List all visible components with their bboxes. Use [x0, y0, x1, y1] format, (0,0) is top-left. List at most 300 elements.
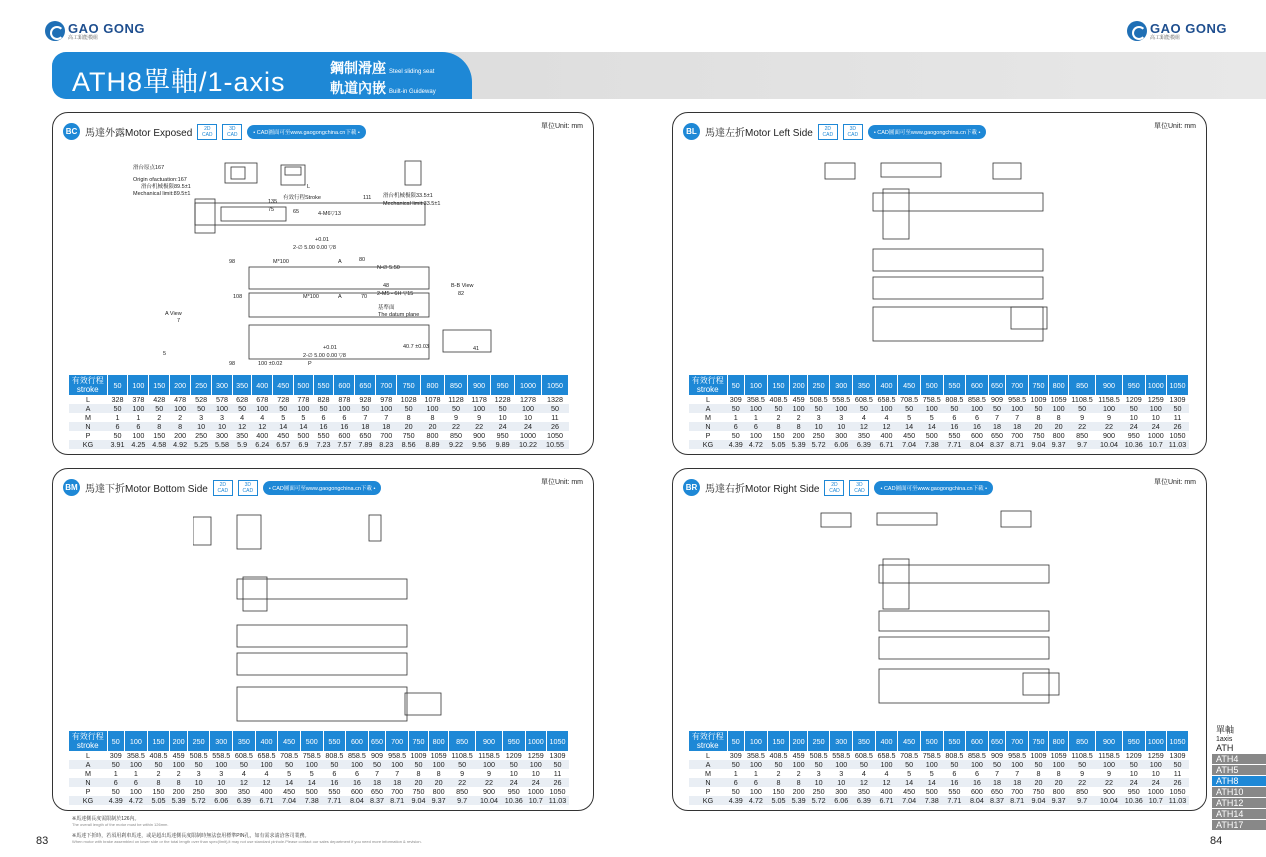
- stroke-col: 250: [191, 375, 212, 395]
- stroke-col: 300: [210, 731, 233, 751]
- dim-82: 82: [458, 291, 465, 297]
- stroke-col: 950: [503, 731, 526, 751]
- table-row: [689, 796, 1189, 805]
- cad-2d-button[interactable]: 2D CAD: [213, 480, 233, 496]
- sidebar-item-ath10[interactable]: ATH10: [1212, 787, 1266, 797]
- table-cell: 24: [1145, 778, 1166, 787]
- table-cell: 7: [988, 413, 1006, 422]
- dim-135: 135: [268, 199, 278, 205]
- table-cell: 4: [255, 769, 278, 778]
- table-cell: 10: [807, 422, 830, 431]
- table-cell: 50: [807, 760, 830, 769]
- table-cell: 50: [943, 404, 966, 413]
- table-cell: 508.5: [807, 751, 830, 760]
- table-cell: 1108.5: [1069, 395, 1096, 404]
- table-cell: 20: [1028, 778, 1048, 787]
- panel-title: 馬達下折Motor Bottom Side: [85, 484, 208, 495]
- table-cell: 8: [790, 422, 808, 431]
- table-row: [69, 413, 569, 422]
- dim-l: L: [307, 184, 311, 190]
- note-1-en: The overall length of the motor must be within 126mm.: [72, 822, 169, 827]
- dim-m6: 4-M6▽13: [318, 211, 341, 217]
- table-cell: 12: [853, 778, 876, 787]
- table-cell: 250: [807, 431, 830, 440]
- table-cell: 4.72: [745, 440, 768, 449]
- sidebar-item-ath14[interactable]: ATH14: [1212, 809, 1266, 819]
- table-cell: 450: [898, 787, 921, 796]
- table-cell: 850: [444, 431, 467, 440]
- table-cell: 1158.5: [1096, 395, 1123, 404]
- table-cell: 10.36: [1123, 440, 1146, 449]
- table-cell: 6: [966, 413, 989, 422]
- table-cell: 3: [210, 769, 233, 778]
- table-cell: 7.04: [898, 440, 921, 449]
- table-cell: 16: [943, 778, 966, 787]
- table-cell: 528: [191, 395, 212, 404]
- table-cell: 309: [727, 395, 745, 404]
- cad-download-link[interactable]: • CAD圖面可至www.gaogongchina.cn下載 •: [868, 125, 987, 139]
- table-cell: 5.72: [807, 796, 830, 805]
- cad-download-link[interactable]: • CAD圖面可至www.gaogongchina.cn下載 •: [247, 125, 366, 139]
- technical-drawing-bl: [813, 157, 1093, 367]
- right-mech-en-label: Mechanical limit:33.5±1: [383, 201, 441, 207]
- table-cell: 3: [830, 413, 853, 422]
- stroke-col: 150: [767, 731, 790, 751]
- stroke-col: 500: [920, 731, 943, 751]
- row-label: A: [69, 760, 107, 769]
- table-cell: 4: [252, 413, 273, 422]
- table-cell: 2: [170, 413, 191, 422]
- table-cell: 1000: [1145, 787, 1166, 796]
- table-cell: 10: [491, 413, 515, 422]
- table-cell: 450: [278, 787, 301, 796]
- stroke-col: 550: [943, 731, 966, 751]
- table-cell: 900: [476, 787, 503, 796]
- table-cell: 11: [1166, 769, 1188, 778]
- table-cell: 100: [212, 404, 233, 413]
- table-cell: 4.92: [170, 440, 191, 449]
- table-cell: 10.04: [1096, 440, 1123, 449]
- table-cell: 24: [525, 778, 546, 787]
- table-cell: 150: [767, 431, 790, 440]
- table-cell: 7: [1006, 769, 1029, 778]
- table-cell: 50: [898, 760, 921, 769]
- table-cell: 2: [170, 769, 188, 778]
- table-cell: 8: [149, 422, 170, 431]
- datum-label: The datum plane: [378, 312, 420, 318]
- stroke-col: 950: [1123, 375, 1146, 395]
- stroke-col: 50: [727, 731, 745, 751]
- table-cell: 100: [468, 404, 491, 413]
- table-cell: 650: [988, 431, 1006, 440]
- sidebar-item-ath4[interactable]: ATH4: [1212, 754, 1266, 764]
- table-cell: 1259: [525, 751, 546, 760]
- table-cell: 400: [255, 787, 278, 796]
- sidebar-item-ath17[interactable]: ATH17: [1212, 820, 1266, 830]
- table-cell: 1078: [421, 395, 445, 404]
- panel-bl: [672, 112, 1207, 455]
- table-cell: 700: [386, 787, 409, 796]
- table-cell: 9.04: [408, 796, 428, 805]
- unit-label: 單位Unit: mm: [1154, 479, 1196, 486]
- note-2: ※馬達下折時，若須用剎車馬達，或是超出馬達側長度限制時無法套用標準PIN孔，如有需求請洽客司業務。: [72, 833, 310, 839]
- table-cell: 7.04: [278, 796, 301, 805]
- table-cell: 350: [853, 787, 876, 796]
- table-cell: 309: [727, 751, 745, 760]
- table-cell: 6: [943, 769, 966, 778]
- table-cell: 10.04: [1096, 796, 1123, 805]
- table-cell: 5: [920, 769, 943, 778]
- page-title: ATH8單軸/1-axis: [72, 67, 286, 97]
- table-cell: 9: [1096, 413, 1123, 422]
- table-cell: 8: [397, 413, 421, 422]
- table-cell: 6: [727, 422, 745, 431]
- table-cell: 5: [294, 413, 313, 422]
- table-cell: 4: [233, 769, 256, 778]
- table-cell: 958.5: [1006, 395, 1029, 404]
- row-label: N: [69, 422, 107, 431]
- stroke-col: 1050: [546, 731, 568, 751]
- table-cell: 9: [444, 413, 467, 422]
- table-cell: 459: [170, 751, 188, 760]
- table-cell: 6: [745, 778, 768, 787]
- sidebar-item-ath8[interactable]: ATH8: [1212, 776, 1266, 786]
- stroke-col: 750: [397, 375, 421, 395]
- table-cell: 100: [745, 787, 768, 796]
- table-cell: 2: [149, 413, 170, 422]
- table-cell: 1059: [1049, 751, 1069, 760]
- table-cell: 20: [429, 778, 449, 787]
- table-cell: 878: [334, 395, 355, 404]
- table-cell: 8.37: [990, 440, 1005, 449]
- table-cell: 4.58: [149, 440, 170, 449]
- stroke-col: 750: [1028, 731, 1048, 751]
- stroke-col: 400: [252, 375, 273, 395]
- table-cell: 450: [898, 431, 921, 440]
- cad-download-link[interactable]: • CAD圖面可至www.gaogongchina.cn下載 •: [263, 481, 382, 495]
- table-cell: 16: [334, 422, 355, 431]
- panel-title: 馬達外露Motor Exposed: [85, 128, 193, 139]
- table-cell: 9.37: [1049, 796, 1069, 805]
- table-cell: 5: [300, 769, 323, 778]
- table-cell: 26: [1166, 422, 1188, 431]
- panel-bc: [52, 112, 594, 455]
- table-cell: 358.5: [745, 395, 768, 404]
- table-cell: 8: [147, 778, 170, 787]
- stroke-col: 650: [988, 731, 1006, 751]
- table-cell: 50: [546, 760, 568, 769]
- table-cell: 9: [1069, 769, 1096, 778]
- table-cell: 24: [1123, 778, 1146, 787]
- table-cell: 1: [745, 413, 768, 422]
- row-label: L: [689, 751, 727, 760]
- gao-gong-logo-icon: [1127, 21, 1147, 41]
- table-cell: 1309: [1166, 751, 1188, 760]
- table-cell: 9: [468, 413, 491, 422]
- table-cell: 11.03: [1166, 796, 1188, 805]
- row-label: A: [689, 404, 727, 413]
- table-cell: 50: [1028, 760, 1048, 769]
- stroke-col: 500: [300, 731, 323, 751]
- sidebar-item-ath5[interactable]: ATH5: [1212, 765, 1266, 775]
- table-cell: 1278: [515, 395, 542, 404]
- table-cell: 7: [376, 413, 397, 422]
- table-cell: 100: [294, 404, 313, 413]
- table-cell: 1000: [1145, 431, 1166, 440]
- cad-2d-button[interactable]: 2D CAD: [197, 124, 217, 140]
- table-cell: 24: [1145, 422, 1166, 431]
- table-cell: 10: [830, 422, 853, 431]
- table-cell: 14: [273, 422, 294, 431]
- stroke-col: 350: [232, 375, 251, 395]
- stroke-col: 850: [1069, 731, 1096, 751]
- table-cell: 858.5: [966, 751, 989, 760]
- table-cell: 100: [476, 760, 503, 769]
- table-cell: 14: [920, 778, 943, 787]
- cad-2d-button[interactable]: 2D CAD: [824, 480, 844, 496]
- table-row: [69, 395, 569, 404]
- table-row: [69, 440, 569, 449]
- table-cell: 100: [1145, 760, 1166, 769]
- table-cell: 6: [943, 413, 966, 422]
- table-cell: 10.04: [476, 796, 503, 805]
- stroke-col: 700: [1006, 375, 1029, 395]
- table-cell: 6.39: [853, 440, 876, 449]
- table-row: [689, 751, 1189, 760]
- table-row: [689, 395, 1189, 404]
- stroke-col: 150: [147, 731, 170, 751]
- gao-gong-logo-icon: [45, 21, 65, 41]
- table-cell: 10.22: [515, 440, 542, 449]
- table-cell: 1328: [541, 395, 568, 404]
- unit-label: 單位Unit: mm: [1154, 123, 1196, 130]
- table-cell: 300: [830, 787, 853, 796]
- stroke-col: 800: [421, 375, 445, 395]
- table-cell: 22: [1096, 778, 1123, 787]
- note-1: ※馬達側長度需限制於126內。: [72, 816, 140, 822]
- row-label: P: [689, 787, 727, 796]
- cad-3d-button[interactable]: 3D CAD: [843, 124, 863, 140]
- table-cell: 18: [376, 422, 397, 431]
- table-cell: 18: [368, 778, 386, 787]
- row-label: P: [689, 431, 727, 440]
- table-cell: 7.71: [943, 796, 966, 805]
- table-cell: 350: [853, 431, 876, 440]
- table-cell: 250: [187, 787, 210, 796]
- table-cell: 500: [920, 787, 943, 796]
- table-cell: 22: [1069, 778, 1096, 787]
- table-cell: 608.5: [233, 751, 256, 760]
- table-cell: 1009: [1028, 751, 1048, 760]
- table-cell: 50: [767, 760, 790, 769]
- table-cell: 1: [128, 413, 149, 422]
- table-cell: 6.71: [875, 440, 898, 449]
- table-cell: 9: [449, 769, 476, 778]
- table-cell: 12: [875, 422, 898, 431]
- table-cell: 100: [830, 760, 853, 769]
- table-cell: 5: [278, 769, 301, 778]
- table-cell: 4: [875, 769, 898, 778]
- row-label: A: [689, 760, 727, 769]
- table-row: [69, 760, 569, 769]
- table-cell: 1228: [491, 395, 515, 404]
- cad-3d-button[interactable]: 3D CAD: [849, 480, 869, 496]
- table-cell: 758.5: [300, 751, 323, 760]
- table-cell: 4: [875, 413, 898, 422]
- stroke-col: 100: [125, 731, 148, 751]
- table-cell: 6.71: [875, 796, 898, 805]
- table-cell: 150: [767, 787, 790, 796]
- table-cell: 100: [334, 404, 355, 413]
- table-cell: 10: [191, 422, 212, 431]
- table-row: [69, 787, 569, 796]
- table-cell: 9: [1096, 769, 1123, 778]
- table-cell: 7.71: [943, 440, 966, 449]
- row-label: M: [69, 769, 107, 778]
- table-cell: 18: [355, 422, 376, 431]
- row-label: P: [69, 431, 107, 440]
- cad-3d-button[interactable]: 3D CAD: [222, 124, 242, 140]
- technical-drawing-br: [813, 509, 1093, 719]
- table-cell: 5: [898, 769, 921, 778]
- table-cell: 16: [943, 422, 966, 431]
- table-cell: 5.25: [191, 440, 212, 449]
- panel-badge: BL: [683, 123, 700, 140]
- table-cell: 8: [1028, 413, 1048, 422]
- dim-m100-2: M*100: [303, 294, 319, 300]
- table-cell: 1009: [408, 751, 428, 760]
- table-cell: 6: [966, 769, 989, 778]
- table-cell: 100: [421, 404, 445, 413]
- dim-n: N-∅ 5.50: [377, 265, 400, 271]
- cad-3d-button[interactable]: 3D CAD: [238, 480, 258, 496]
- table-cell: 6.06: [830, 440, 853, 449]
- table-cell: 600: [966, 431, 989, 440]
- table-cell: 100: [125, 760, 148, 769]
- table-cell: 14: [898, 422, 921, 431]
- table-cell: 22: [1096, 422, 1123, 431]
- table-cell: 7.38: [300, 796, 323, 805]
- dim-48: 48: [383, 283, 390, 289]
- table-cell: 20: [1028, 422, 1048, 431]
- stroke-col: 550: [313, 375, 334, 395]
- dim-65: 65: [293, 209, 300, 215]
- right-mech-label: 滑台机械极限33.5±1: [383, 193, 433, 199]
- dim-a-2: A: [338, 294, 342, 300]
- table-cell: 12: [875, 778, 898, 787]
- table-cell: 1050: [546, 787, 568, 796]
- table-cell: 20: [421, 422, 445, 431]
- table-cell: 12: [232, 422, 251, 431]
- table-cell: 8: [170, 778, 188, 787]
- table-cell: 2: [790, 413, 808, 422]
- table-cell: 10: [807, 778, 830, 787]
- table-cell: 50: [191, 404, 212, 413]
- table-cell: 5.72: [187, 796, 210, 805]
- table-cell: 978: [376, 395, 397, 404]
- table-cell: 1259: [1145, 395, 1166, 404]
- table-cell: 650: [988, 787, 1006, 796]
- table-cell: 20: [1049, 778, 1069, 787]
- dim-100: 100 ±0.02: [258, 361, 283, 365]
- cad-2d-button[interactable]: 2D CAD: [818, 124, 838, 140]
- table-cell: 50: [408, 760, 428, 769]
- dim-hole: 2-∅ 5.00 0.00 ▽8: [293, 245, 336, 251]
- table-cell: 50: [449, 760, 476, 769]
- table-cell: 250: [807, 787, 830, 796]
- table-cell: 22: [468, 422, 491, 431]
- row-label: L: [69, 395, 107, 404]
- table-cell: 50: [541, 404, 568, 413]
- table-cell: 5.05: [767, 440, 790, 449]
- dim-98: 98: [229, 259, 236, 265]
- table-cell: 7: [1006, 413, 1029, 422]
- table-cell: 5.05: [147, 796, 170, 805]
- stroke-col: 850: [444, 375, 467, 395]
- table-cell: 10: [503, 769, 526, 778]
- cad-download-link[interactable]: • CAD圖面可至www.gaogongchina.cn下載 •: [874, 481, 993, 495]
- table-cell: 22: [444, 422, 467, 431]
- table-cell: 459: [790, 751, 808, 760]
- table-cell: 7.38: [920, 440, 943, 449]
- sidebar-label-en2: ATH: [1216, 743, 1234, 753]
- table-cell: 250: [191, 431, 212, 440]
- table-cell: 24: [491, 422, 515, 431]
- table-cell: 14: [898, 778, 921, 787]
- sidebar-item-ath12[interactable]: ATH12: [1212, 798, 1266, 808]
- stroke-col: 400: [255, 731, 278, 751]
- table-cell: 50: [368, 760, 386, 769]
- stroke-col: 800: [1049, 731, 1069, 751]
- stroke-col: 700: [376, 375, 397, 395]
- table-cell: 100: [128, 404, 149, 413]
- table-row: [69, 751, 569, 760]
- table-cell: 950: [1123, 787, 1146, 796]
- table-cell: 8.37: [370, 796, 385, 805]
- table-cell: 4.39: [728, 440, 743, 449]
- table-cell: 5.39: [791, 796, 806, 805]
- spec-table-bm: [69, 731, 569, 805]
- stroke-col: 600: [346, 731, 369, 751]
- table-cell: 16: [966, 422, 989, 431]
- table-cell: 658.5: [255, 751, 278, 760]
- table-cell: 24: [1123, 422, 1146, 431]
- table-cell: 750: [1028, 787, 1048, 796]
- stroke-col: 200: [170, 731, 188, 751]
- table-cell: 8: [421, 413, 445, 422]
- table-cell: 628: [232, 395, 251, 404]
- table-cell: 100: [830, 404, 853, 413]
- table-cell: 9.7: [1069, 440, 1096, 449]
- table-cell: 100: [745, 404, 768, 413]
- table-cell: 958.5: [1006, 751, 1029, 760]
- table-cell: 828: [313, 395, 334, 404]
- table-cell: 14: [920, 422, 943, 431]
- table-cell: 50: [313, 404, 334, 413]
- table-cell: 1059: [1049, 395, 1069, 404]
- table-cell: 1059: [429, 751, 449, 760]
- table-cell: 100: [376, 404, 397, 413]
- table-cell: 608.5: [853, 395, 876, 404]
- subtitle-guideway: 軌道內嵌 Built-in Guideway: [330, 80, 436, 96]
- table-cell: 950: [491, 431, 515, 440]
- table-cell: 12: [252, 422, 273, 431]
- table-cell: 10: [1145, 769, 1166, 778]
- table-cell: 10: [830, 778, 853, 787]
- stroke-header: 有效行程 stroke: [69, 731, 107, 751]
- table-cell: 100: [875, 760, 898, 769]
- table-cell: 200: [170, 431, 191, 440]
